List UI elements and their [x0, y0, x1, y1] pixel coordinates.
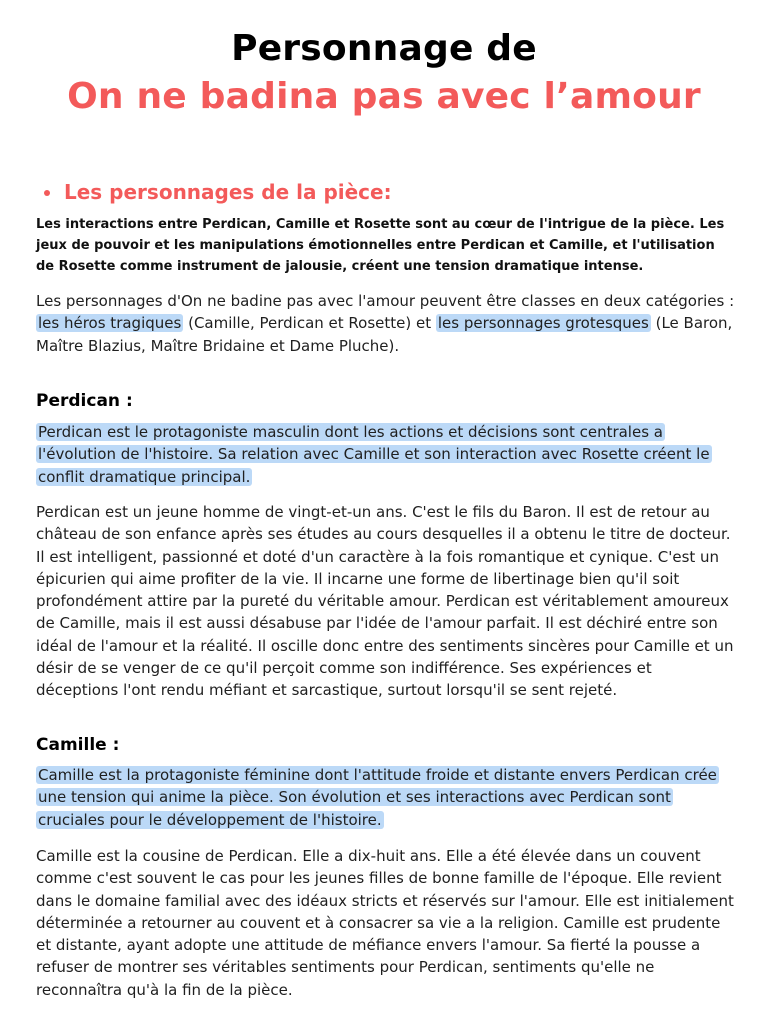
categories-paragraph: [36, 290, 736, 357]
categories-text-2: (Camille, Perdican et Rosette) et: [183, 314, 436, 333]
categories-text-1: Les personnages d'On ne badine pas avec l'amour peuvent être classes en deux catégories :: [36, 292, 735, 310]
perdican-summary: [36, 421, 736, 488]
camille-summary-highlight: Camille est la protagoniste féminine dont l'attitude froide et distante envers Perdican crée une tension qui anime la pièce. Son évolution et ses interactions avec Perdican sont cruciales pour le développement de l'histoire.: [38, 766, 717, 829]
page-title: Personnage de: [231, 28, 537, 69]
highlight-personnages-grotesques: les personnages grotesques: [437, 314, 649, 333]
categories-text-3: (Le Baron, Maître Blazius, Maître Bridaine et Dame Pluche).: [36, 314, 733, 355]
perdican-heading: Perdican :: [36, 391, 133, 411]
intro-paragraph: Les interactions entre Perdican, Camille et Rosette sont au cœur de l'intrigue de la pièce. Les jeux de pouvoir et les manipulations émotionnelles entre Perdican et Camille, et l'utilisation de Rosette comme instrument de jalousie, créent une tension dramatique intense.: [36, 217, 725, 274]
section-heading: [44, 178, 392, 206]
section-heading-text: Les personnages de la pièce:: [64, 180, 392, 204]
perdican-summary-highlight: Perdican est le protagoniste masculin dont les actions et décisions sont centrales a l'évolution de l'histoire. Sa relation avec Camille et son interaction avec Rosette créent le conflit dramatique principal.: [38, 423, 710, 486]
camille-summary: [36, 764, 736, 831]
camille-heading: Camille :: [36, 735, 120, 755]
highlight-heros-tragiques: les héros tragiques: [38, 314, 182, 333]
camille-description: Camille est la cousine de Perdican. Elle a dix-huit ans. Elle a été élevée dans un couvent comme c'est souvent le cas pour les jeunes filles de bonne famille de l'époque. Elle revient dans le domaine familial avec des idéaux stricts et réservés sur l'amour. Elle est initialement déterminée a retourner au couvent et à consacrer sa vie a la religion. Camille est prudente et distante, ayant adopte une attitude de méfiance envers l'amour. Sa fierté la pousse a refuser de montrer ses véritables sentiments pour Perdican, sentiments qu'elle ne reconnaîtra qu'à la fin de la pièce.: [36, 847, 734, 999]
bullet-icon: [44, 190, 50, 196]
page-subtitle: On ne badina pas avec l’amour: [67, 76, 701, 117]
perdican-description: Perdican est un jeune homme de vingt-et-un ans. C'est le fils du Baron. Il est de retour au château de son enfance après ses études au cours desquelles il a obtenu le titre de docteur. Il est intelligent, passionné et doté d'un caractère à la fois romantique et cynique. C'est un épicurien qui aime profiter de la vie. Il incarne une forme de libertinage bien qu'il soit profondément attire par la pureté du véritable amour. Perdican est véritablement amoureux de Camille, mais il est aussi désabuse par l'idée de l'amour parfait. Il est déchiré entre son idéal de l'amour et la réalité. Il oscille donc entre des sentiments sincères pour Camille et un désir de se venger de ce qu'il perçoit comme son indifférence. Ses expériences et déceptions l'ont rendu méfiant et sarcastique, surtout lorsqu'il se sent rejeté.: [36, 503, 734, 700]
